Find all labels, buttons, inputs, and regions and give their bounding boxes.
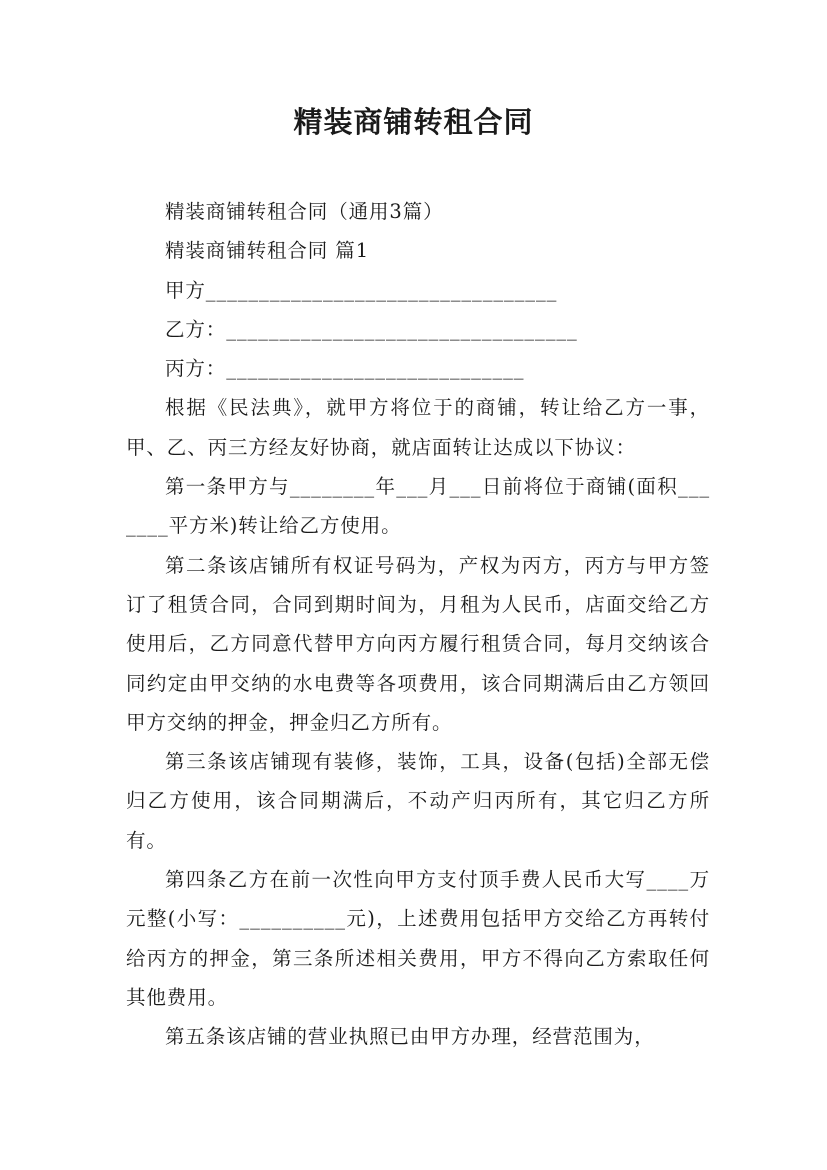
paragraph-preamble: 根据《民法典》，就甲方将位于的商铺，转让给乙方一事，甲、乙、丙三方经友好协商，就店面转让达成以下协议： bbox=[126, 396, 710, 459]
document-title: 精装商铺转租合同 bbox=[293, 105, 534, 139]
paragraph-article-1: 第一条甲方与________年___月___日前将位于商铺(面积_______平方米)转让给乙方使用。 bbox=[126, 475, 710, 538]
paragraph-section-heading: 精装商铺转租合同 篇1 bbox=[165, 239, 370, 263]
paragraph-article-4: 第四条乙方在前一次性向甲方支付顶手费人民币大写____万元整(小写：__________元)，上述费用包括甲方交给乙方再转付给丙方的押金，第三条所述相关费用，甲方不得向乙方索取任何其他费用。 bbox=[126, 868, 710, 1009]
party-a-line: 甲方_________________________________ bbox=[165, 278, 558, 302]
paragraph-article-2: 第二条该店铺所有权证号码为，产权为丙方，丙方与甲方签订了租赁合同，合同到期时间为，月租为人民币，店面交给乙方使用后，乙方同意代替甲方向丙方履行租赁合同，每月交纳该合同约定由甲交纳的水电费等各项费用，该合同期满后由乙方领回甲方交纳的押金，押金归乙方所有。 bbox=[126, 553, 710, 734]
party-c-line: 丙方：____________________________ bbox=[165, 357, 525, 381]
paragraph-article-5: 第五条该店铺的营业执照已由甲方办理，经营范围为， bbox=[165, 1025, 655, 1049]
party-b-line: 乙方：_________________________________ bbox=[165, 317, 578, 341]
paragraph-subtitle: 精装商铺转租合同（通用3篇） bbox=[165, 200, 444, 223]
document-body bbox=[126, 192, 710, 1057]
paragraph-article-3: 第三条该店铺现有装修，装饰，工具，设备(包括)全部无偿归乙方使用，该合同期满后，不动产归丙所有，其它归乙方所有。 bbox=[126, 750, 710, 852]
